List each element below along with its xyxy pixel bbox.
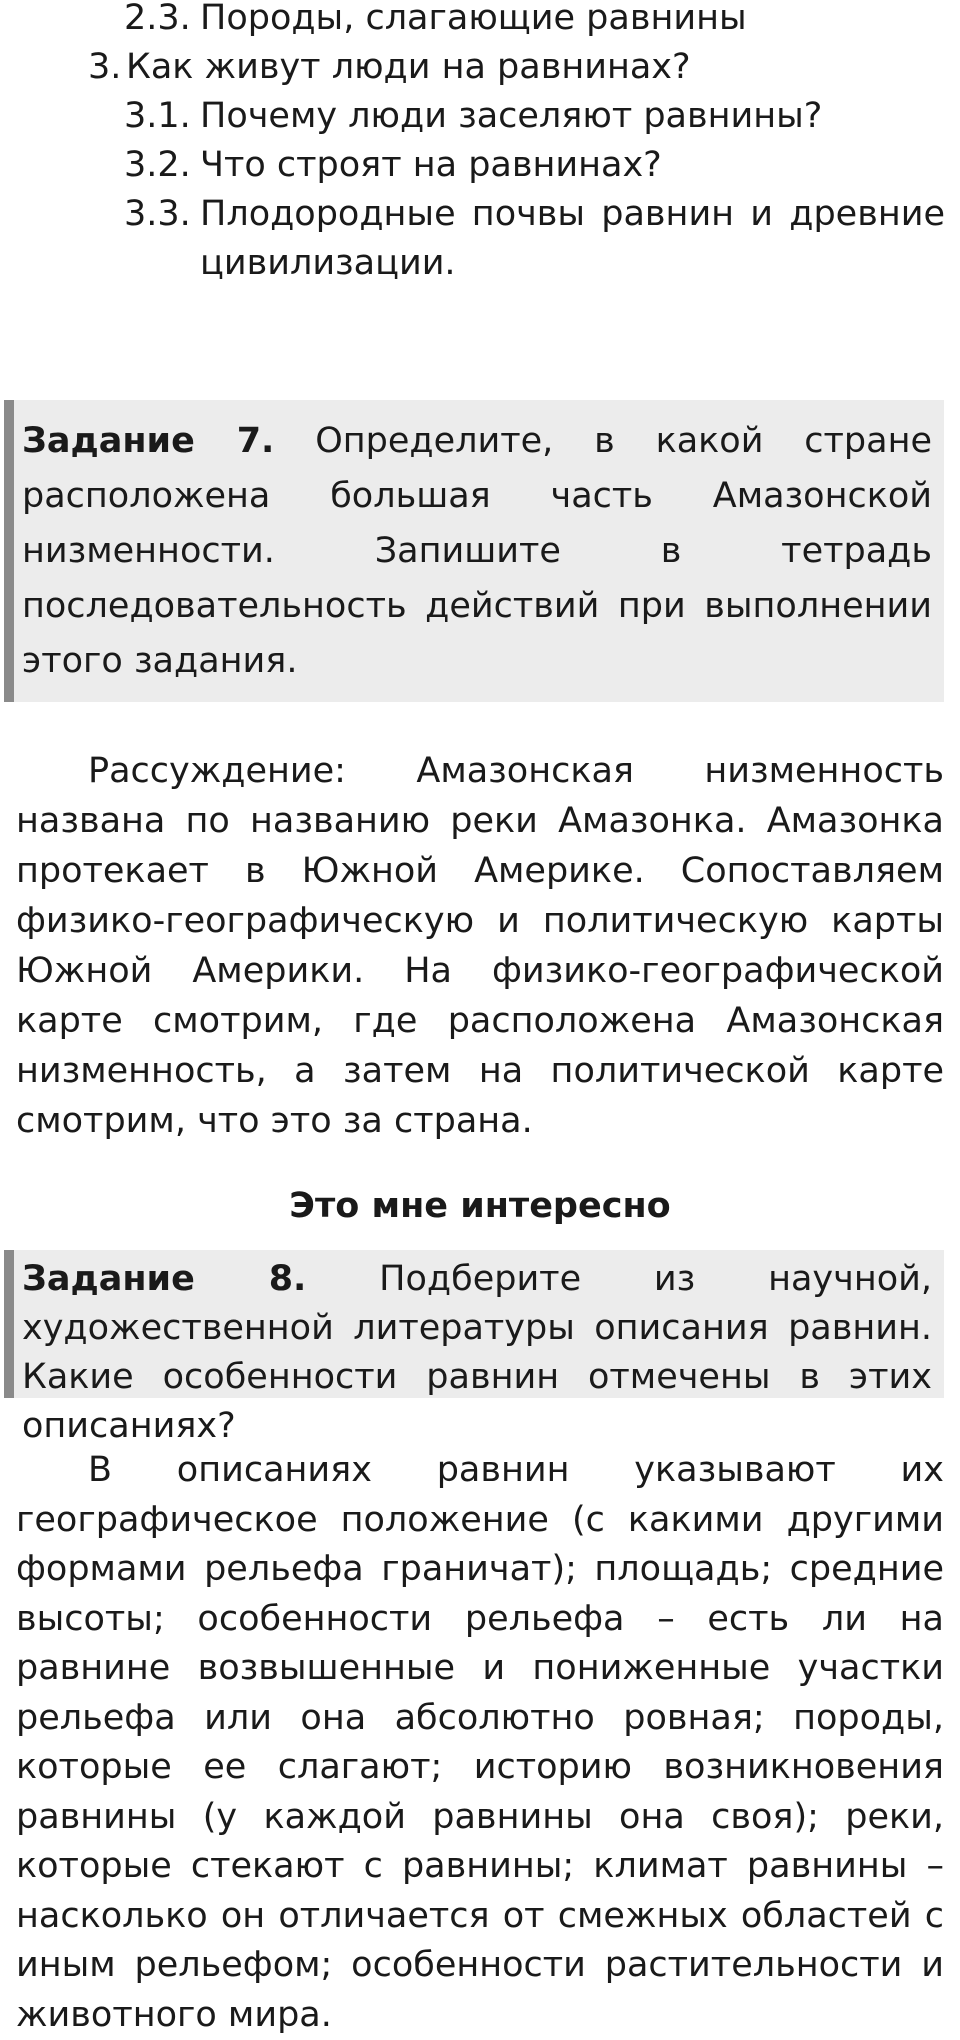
- task-7-box: [4, 400, 944, 702]
- answer-paragraph: В описаниях равнин указывают их географическое положение (с какими другими формами рельефа граничат); площадь; средние высоты; особенности рельефа – есть ли на равнине возвышенные и пониженные участки рельефа или она абсолютно ровная; породы, которые ее слагают; историю возникновения равнины (у каждой равнины она своя); реки, которые стекают с равнины; климат равнины – насколько он отличается от смежных областей с иным рельефом; особенности растительности и животного мира.: [16, 1450, 944, 2035]
- outline-item-text: Плодородные почвы равнин и древние цивилизации.: [200, 194, 945, 283]
- outline-item-text: Что строят на равнинах?: [200, 145, 662, 185]
- reasoning-paragraph: Рассуждение: Амазонская низменность названа по названию реки Амазонка. Амазонка протекает в Южной Америке. Сопоставляем физико-географическую и политическую карты Южной Америки. На физико-географической карте смотрим, где расположена Амазонская низменность, а затем на политической карте смотрим, что это за страна.: [16, 751, 944, 1141]
- section-heading: Это мне интересно: [289, 1186, 671, 1226]
- task-7-label: Задание 7.: [22, 421, 275, 461]
- outline-item-number: 2.3.: [124, 0, 191, 38]
- task-7-text: [22, 414, 932, 689]
- outline-item-text: Как живут люди на равнинах?: [126, 47, 691, 87]
- task-8-text: [22, 1255, 932, 1451]
- topic-outline: [0, 0, 960, 288]
- outline-item: [0, 190, 960, 288]
- task-8-box: [4, 1250, 944, 1446]
- outline-item: [0, 141, 960, 190]
- task-7-body: Определите, в какой стране расположена большая часть Амазонской низменности. Запишите в тетрадь последовательность действий при выполнении этого задания.: [22, 421, 932, 681]
- outline-item-number: 3.2.: [124, 145, 191, 185]
- task-8-label: Задание 8.: [22, 1259, 307, 1299]
- outline-item: [0, 92, 960, 141]
- outline-item-text: Почему люди заселяют равнины?: [200, 96, 823, 136]
- outline-item: [0, 0, 960, 43]
- outline-item-number: 3.1.: [124, 96, 191, 136]
- outline-item: [0, 43, 960, 92]
- outline-item-text: Породы, слагающие равнины: [200, 0, 747, 38]
- task-8-body: Подберите из научной, художественной литературы описания равнин. Какие особенности равнин отмечены в этих описаниях?: [22, 1259, 932, 1446]
- outline-item-number: 3.3.: [124, 194, 191, 234]
- outline-item-number: 3.: [88, 47, 122, 87]
